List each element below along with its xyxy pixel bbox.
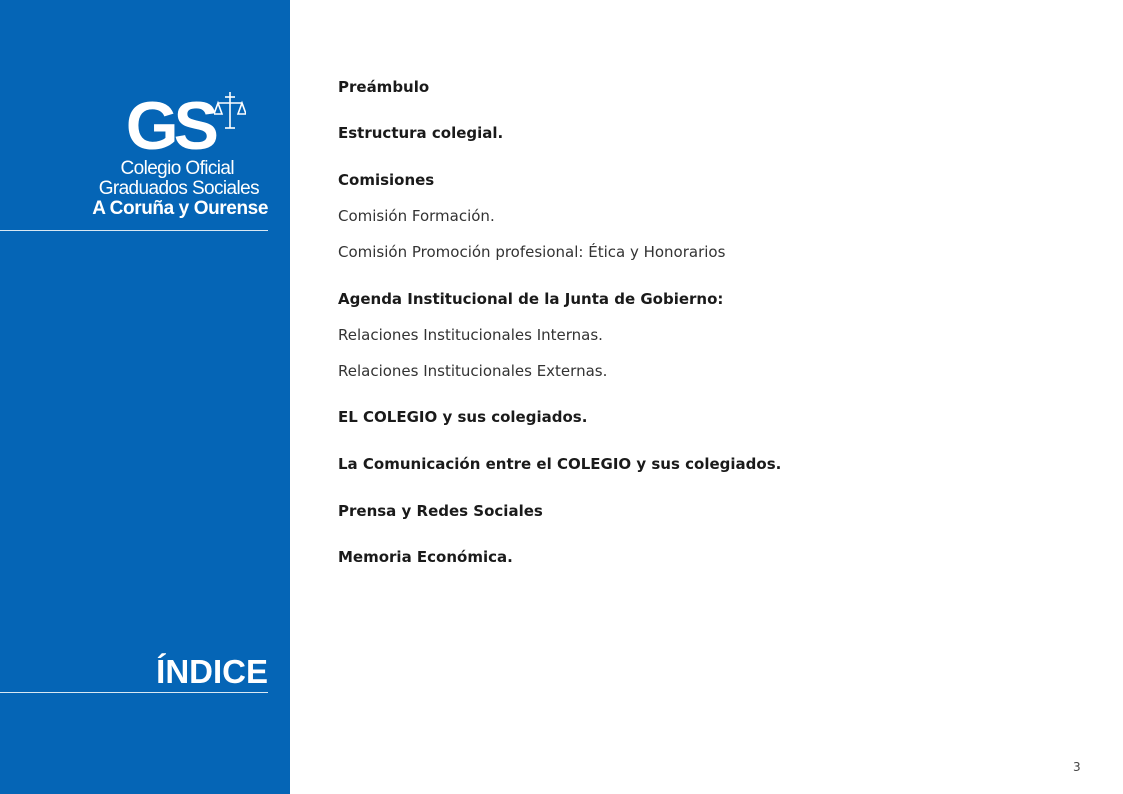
logo-mark: GS [125, 88, 214, 164]
logo-line-location: A Coruña y Ourense [92, 198, 268, 219]
logo-line-college: Colegio Oficial [120, 158, 234, 179]
sidebar [0, 0, 290, 794]
toc-item-memoria-economica[interactable]: Memoria Económica. [338, 548, 513, 566]
toc-item-relaciones-internas[interactable]: Relaciones Institucionales Internas. [338, 326, 603, 344]
logo [68, 88, 268, 220]
toc-item-comision-promocion[interactable]: Comisión Promoción profesional: Ética y Honorarios [338, 243, 726, 261]
toc-item-comision-formacion[interactable]: Comisión Formación. [338, 207, 495, 225]
toc-item-agenda-institucional[interactable]: Agenda Institucional de la Junta de Gobierno: [338, 290, 724, 308]
toc-item-comisiones[interactable]: Comisiones [338, 171, 435, 189]
toc-item-prensa-redes[interactable]: Prensa y Redes Sociales [338, 502, 543, 520]
section-title: ÍNDICE [156, 653, 268, 690]
page-number: 3 [1073, 760, 1081, 774]
toc-item-preambulo[interactable]: Preámbulo [338, 78, 430, 96]
scales-of-justice-icon [214, 92, 246, 132]
divider-bottom [0, 692, 268, 693]
logo-line-graduates: Graduados Sociales [98, 178, 259, 199]
toc-item-colegio-colegiados[interactable]: EL COLEGIO y sus colegiados. [338, 408, 588, 426]
divider-top [0, 230, 268, 231]
toc-item-relaciones-externas[interactable]: Relaciones Institucionales Externas. [338, 362, 608, 380]
toc-item-estructura-colegial[interactable]: Estructura colegial. [338, 124, 504, 142]
toc-item-comunicacion[interactable]: La Comunicación entre el COLEGIO y sus colegiados. [338, 455, 782, 473]
